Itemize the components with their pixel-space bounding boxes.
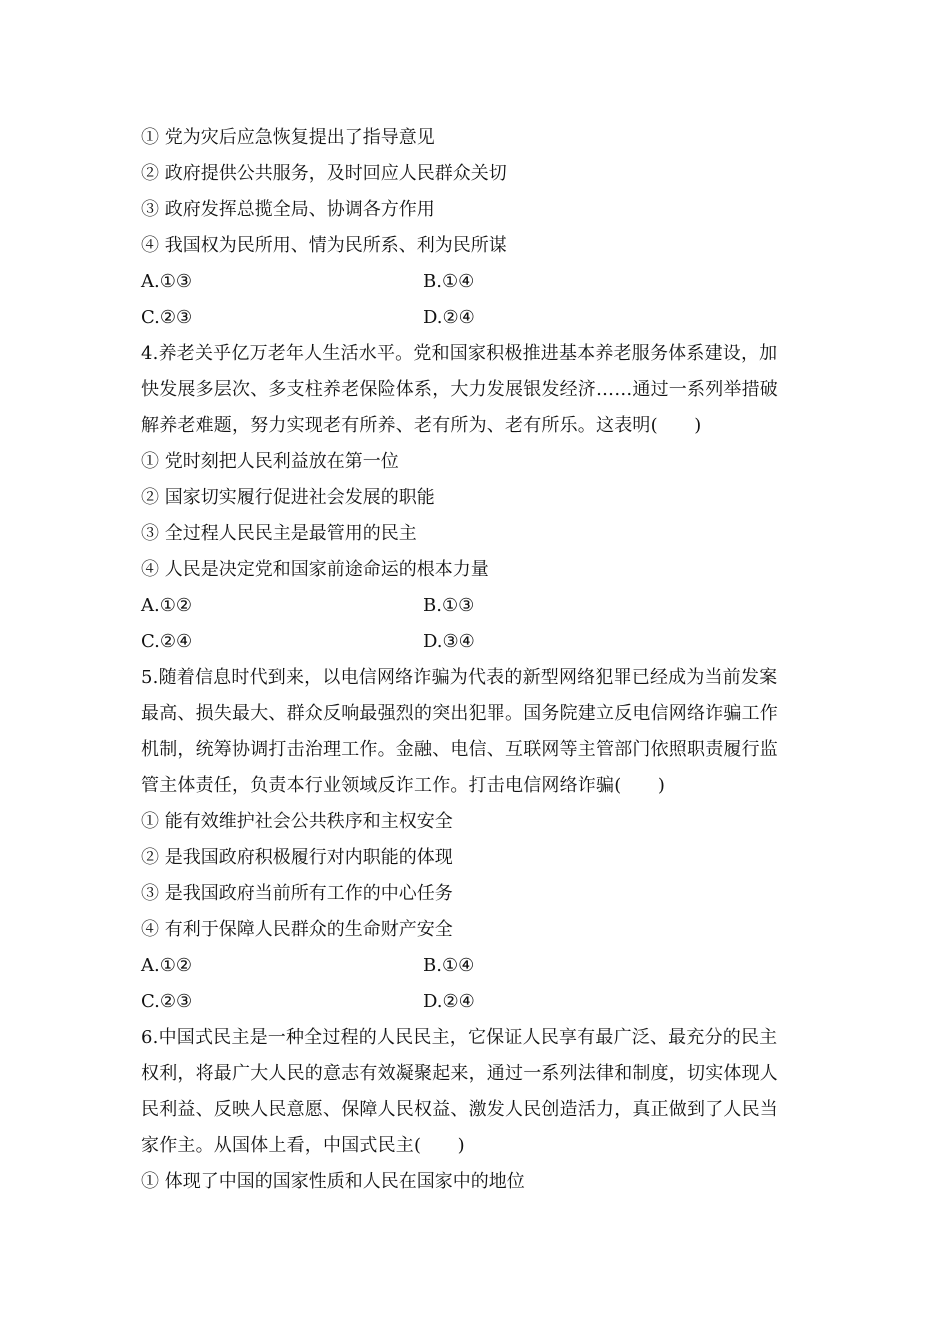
- statement-3: ③ 全过程人民民主是最管用的民主: [141, 523, 417, 544]
- statement-1: ① 党时刻把人民利益放在第一位: [141, 451, 399, 472]
- statement-4: ④ 我国权为民所用、情为民所系、利为民所谋: [141, 235, 507, 256]
- option-c[interactable]: C.②③: [141, 991, 193, 1012]
- question-stem-line: 民利益、反映人民意愿、保障人民权益、激发人民创造活力，真正做到了人民当: [141, 1099, 778, 1120]
- option-a[interactable]: A.①③: [141, 271, 192, 292]
- statement-2: ② 政府提供公共服务，及时回应人民群众关切: [141, 163, 507, 184]
- option-d[interactable]: D.③④: [423, 631, 475, 652]
- options-row-ab: [141, 264, 813, 300]
- option-b[interactable]: B.①④: [423, 955, 475, 976]
- question-stem-line: 最高、损失最大、群众反响最强烈的突出犯罪。国务院建立反电信网络诈骗工作: [141, 703, 778, 724]
- option-a[interactable]: A.①②: [141, 955, 192, 976]
- options-row-cd: [141, 984, 813, 1020]
- question-stem-line: 家作主。从国体上看，中国式民主( ): [141, 1135, 465, 1156]
- question-stem-line: 5.随着信息时代到来，以电信网络诈骗为代表的新型网络犯罪已经成为当前发案: [141, 667, 778, 688]
- option-d[interactable]: D.②④: [423, 991, 475, 1012]
- statement-2: ② 是我国政府积极履行对内职能的体现: [141, 847, 453, 868]
- question-stem-line: 6.中国式民主是一种全过程的人民民主，它保证人民享有最广泛、最充分的民主: [141, 1027, 778, 1048]
- option-b[interactable]: B.①③: [423, 595, 475, 616]
- question-stem-line: 解养老难题，努力实现老有所养、老有所为、老有所乐。这表明( ): [141, 415, 702, 436]
- options-row-cd: [141, 300, 813, 336]
- statement-1: ① 体现了中国的国家性质和人民在国家中的地位: [141, 1171, 525, 1192]
- option-b[interactable]: B.①④: [423, 271, 475, 292]
- page-content: [141, 120, 813, 1200]
- question-stem-line: 管主体责任，负责本行业领域反诈工作。打击电信网络诈骗( ): [141, 775, 666, 796]
- option-c[interactable]: C.②③: [141, 307, 193, 328]
- option-a[interactable]: A.①②: [141, 595, 192, 616]
- question-3: [141, 120, 813, 336]
- option-d[interactable]: D.②④: [423, 307, 475, 328]
- statement-4: ④ 人民是决定党和国家前途命运的根本力量: [141, 559, 489, 580]
- statement-4: ④ 有利于保障人民群众的生命财产安全: [141, 919, 453, 940]
- question-5: [141, 660, 813, 1020]
- question-stem-line: 4.养老关乎亿万老年人生活水平。党和国家积极推进基本养老服务体系建设，加: [141, 343, 778, 364]
- option-c[interactable]: C.②④: [141, 631, 193, 652]
- statement-1: ① 能有效维护社会公共秩序和主权安全: [141, 811, 453, 832]
- question-stem-line: 权利，将最广大人民的意志有效凝聚起来，通过一系列法律和制度，切实体现人: [141, 1063, 778, 1084]
- options-row-ab: [141, 588, 813, 624]
- statement-2: ② 国家切实履行促进社会发展的职能: [141, 487, 435, 508]
- question-6: [141, 1020, 813, 1200]
- statement-3: ③ 是我国政府当前所有工作的中心任务: [141, 883, 453, 904]
- question-4: [141, 336, 813, 660]
- statement-3: ③ 政府发挥总揽全局、协调各方作用: [141, 199, 435, 220]
- options-row-ab: [141, 948, 813, 984]
- statement-1: ① 党为灾后应急恢复提出了指导意见: [141, 127, 435, 148]
- options-row-cd: [141, 624, 813, 660]
- question-stem-line: 机制，统筹协调打击治理工作。金融、电信、互联网等主管部门依照职责履行监: [141, 739, 778, 760]
- question-stem-line: 快发展多层次、多支柱养老保险体系，大力发展银发经济……通过一系列举措破: [141, 379, 778, 400]
